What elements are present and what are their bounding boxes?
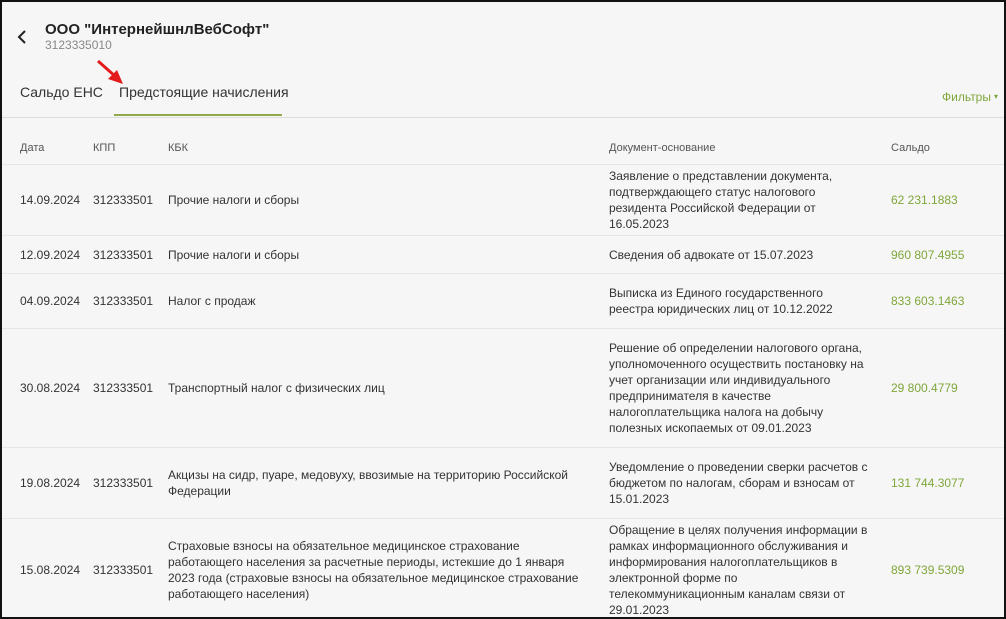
cell-saldo: 29 800.4779 <box>891 381 958 395</box>
cell-kpp: 312333501 <box>93 563 154 577</box>
cell-kbk: Страховые взносы на обязательное медицинское страхование работающего населения за расчетные периоды, истекшие до 1 января 2023 года (страховые взносы на обязательное медицинское страхование работающего населения) <box>168 539 579 601</box>
cell-date: 12.09.2024 <box>20 247 81 262</box>
cell-doc: Обращение в целях получения информации в рамках информационного обслуживания и информирования налогоплательщиков в электронной форме по телекоммуникационным каналам связи от 29.01.2023 <box>609 523 868 617</box>
cell-saldo: 131 744.3077 <box>891 476 965 490</box>
page-header <box>2 2 1004 72</box>
cell-kpp: 312333501 <box>93 381 154 395</box>
col-header-doc[interactable]: Документ-основание <box>609 142 716 154</box>
back-button[interactable] <box>12 26 32 48</box>
cell-kbk: Прочие налоги и сборы <box>168 247 300 262</box>
tab-bar <box>2 72 1004 118</box>
cell-doc: Решение об определении налогового органа, уполномоченного осуществить постановку на учет организации или индивидуального предпринимателя в качестве налогоплательщика налога на добычу полезных ископаемых от 09.01.2023 <box>609 341 864 435</box>
cell-kbk: Налог с продаж <box>168 294 256 308</box>
cell-date: 30.08.2024 <box>20 381 81 395</box>
charges-table <box>2 118 1004 619</box>
cell-date: 19.08.2024 <box>20 476 81 490</box>
cell-date: 14.09.2024 <box>20 193 81 207</box>
table-row[interactable] <box>2 165 1004 236</box>
org-name: ООО "ИнтернейшнлВебСофт" <box>45 21 270 38</box>
col-header-kpp[interactable]: КПП <box>93 142 116 154</box>
cell-kpp: 312333501 <box>93 247 154 262</box>
table-row[interactable] <box>2 448 1004 519</box>
chevron-down-icon: ▾ <box>993 92 998 101</box>
filters-label: Фильтры <box>942 90 991 104</box>
red-arrow-annotation-icon <box>94 58 128 88</box>
active-tab-indicator <box>114 114 282 116</box>
table-row[interactable] <box>2 329 1004 448</box>
tab-saldo-ens[interactable]: Сальдо ЕНС <box>20 84 103 100</box>
cell-doc: Сведения об адвокате от 15.07.2023 <box>609 247 814 262</box>
cell-saldo: 62 231.1883 <box>891 193 958 207</box>
org-inn: 3123335010 <box>45 38 112 52</box>
cell-kpp: 312333501 <box>93 193 154 207</box>
cell-saldo: 960 807.4955 <box>891 247 965 262</box>
cell-date: 04.09.2024 <box>20 294 81 308</box>
cell-date: 15.08.2024 <box>20 563 81 577</box>
filters-dropdown[interactable] <box>942 90 998 104</box>
cell-kpp: 312333501 <box>93 294 154 308</box>
cell-kbk: Транспортный налог с физических лиц <box>168 381 385 395</box>
cell-doc: Выписка из Единого государственного реестра юридических лиц от 10.12.2022 <box>609 286 833 316</box>
chevron-left-icon <box>17 30 27 44</box>
cell-doc: Заявление о представлении документа, подтверждающего статус налогового резидента Российской Федерации от 16.05.2023 <box>609 169 833 231</box>
table-header <box>2 118 1004 165</box>
tab-upcoming-charges[interactable]: Предстоящие начисления <box>119 84 289 100</box>
table-row[interactable] <box>2 274 1004 329</box>
cell-saldo: 893 739.5309 <box>891 563 965 577</box>
cell-saldo: 833 603.1463 <box>891 294 965 308</box>
col-header-date[interactable]: Дата <box>20 142 45 154</box>
cell-kpp: 312333501 <box>93 476 154 490</box>
col-header-saldo[interactable]: Сальдо <box>891 142 930 154</box>
cell-kbk: Акцизы на сидр, пуаре, медовуху, ввозимые на территорию Российской Федерации <box>168 468 568 498</box>
cell-doc: Уведомление о проведении сверки расчетов с бюджетом по налогам, сборам и взносам от 15.01.2023 <box>609 460 868 506</box>
table-row[interactable] <box>2 236 1004 274</box>
cell-kbk: Прочие налоги и сборы <box>168 193 300 207</box>
table-row[interactable] <box>2 519 1004 619</box>
col-header-kbk[interactable]: КБК <box>168 142 189 154</box>
